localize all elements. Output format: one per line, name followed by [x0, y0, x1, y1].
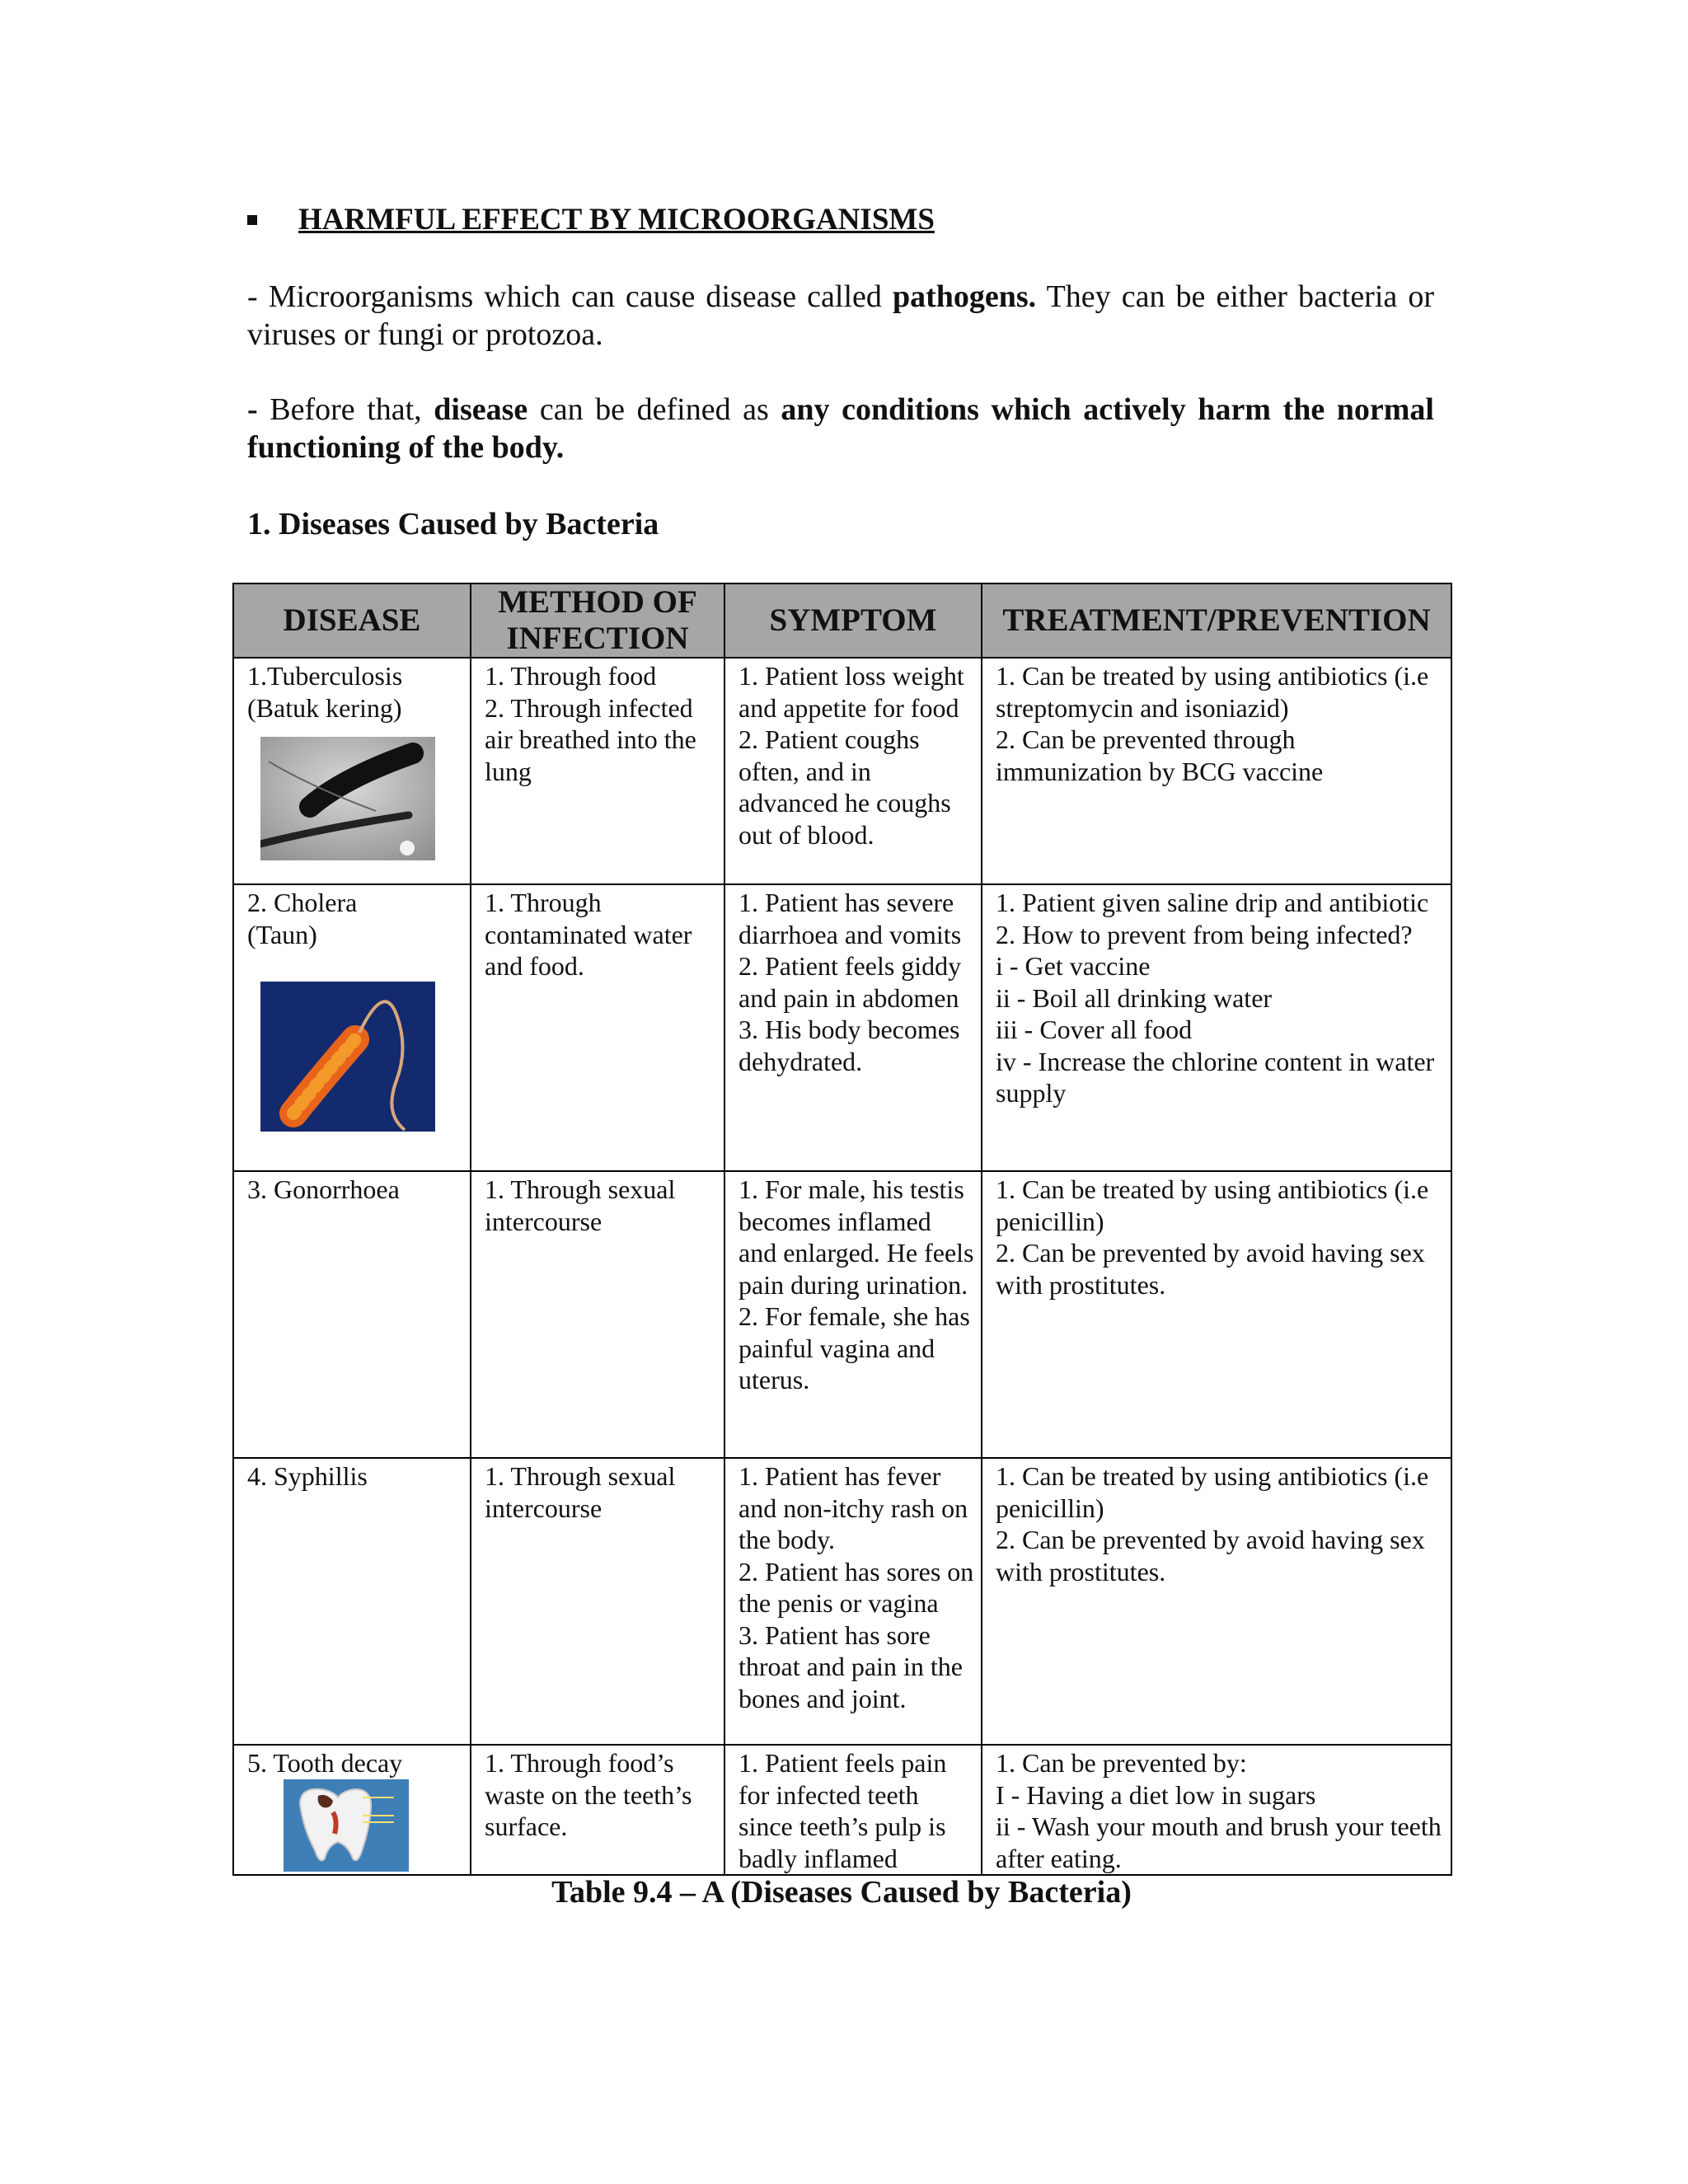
method-cell: [471, 1171, 724, 1458]
section-title: 1. Diseases Caused by Bacteria: [247, 507, 659, 541]
p1-text-c: They can be either bacteria or viruses or fungi or protozoa.: [247, 279, 1434, 352]
disease-cell: [233, 1458, 471, 1745]
symptom-cell: [724, 658, 982, 884]
treatment-item: iii - Cover all food: [996, 1015, 1193, 1044]
square-bullet-icon: [247, 215, 257, 225]
disease-name: 3. Gonorrhoea: [247, 1174, 400, 1204]
tuberculosis-bacteria-image: [260, 737, 435, 860]
header-method: METHOD OF INFECTION: [471, 583, 724, 658]
treatment-cell: [982, 1171, 1451, 1458]
disease-cell: [233, 884, 471, 1171]
method-item: 1. Through sexual intercourse: [485, 1174, 676, 1236]
method-item: 1. Through food’s waste on the teeth’s surface.: [485, 1748, 692, 1841]
symptom-item: 2. Patient feels giddy and pain in abdomen: [738, 951, 962, 1013]
cholera-bacteria-image: [260, 982, 435, 1132]
header-treatment: TREATMENT/PREVENTION: [982, 583, 1451, 658]
treatment-item: 2. Can be prevented through immunization by BCG vaccine: [996, 724, 1324, 786]
disease-name: 1.Tuberculosis: [247, 661, 403, 691]
p2-definition: any conditions which actively harm the normal functioning of the body.: [247, 392, 1434, 465]
treatment-item: i - Get vaccine: [996, 951, 1151, 981]
treatment-item: iv - Increase the chlorine content in water supply: [996, 1046, 1435, 1108]
disease-cell: [233, 658, 471, 884]
p1-term-pathogens: pathogens.: [892, 279, 1037, 314]
symptom-cell: [724, 1745, 982, 1875]
treatment-item: 1. Can be treated by using antibiotics (i.e penicillin): [996, 1461, 1429, 1523]
pathogens-paragraph: [247, 278, 1434, 354]
treatment-item: ii - Wash your mouth and brush your teeth after eating.: [996, 1811, 1442, 1873]
symptom-item: 1. Patient loss weight and appetite for food: [738, 661, 964, 723]
symptom-item: 2. Patient has sores on the penis or vagina: [738, 1556, 974, 1618]
table-row: [233, 884, 1451, 1171]
p1-text-a: - Microorganisms which can cause disease called: [247, 279, 893, 314]
treatment-item: ii - Boil all drinking water: [996, 982, 1273, 1013]
symptom-item: 3. Patient has sore throat and pain in the bones and joint.: [738, 1619, 963, 1713]
treatment-cell: [982, 1745, 1451, 1875]
method-item: 2. Through infected air breathed into the lung: [485, 692, 696, 786]
treatment-cell: [982, 884, 1451, 1171]
symptom-cell: [724, 884, 982, 1171]
treatment-item: I - Having a diet low in sugars: [996, 1779, 1316, 1810]
symptom-item: 3. His body becomes dehydrated.: [738, 1015, 960, 1076]
table-row: [233, 1171, 1451, 1458]
disease-name: 4. Syphillis: [247, 1461, 368, 1491]
bacteria-diseases-table: [232, 583, 1452, 1876]
symptom-item: 2. For female, she has painful vagina and uterus.: [738, 1301, 970, 1394]
symptom-item: 2. Patient coughs often, and in advanced he coughs out of blood.: [738, 724, 951, 850]
symptom-cell: [724, 1458, 982, 1745]
table-caption: Table 9.4 – A (Diseases Caused by Bacteria): [551, 1875, 1132, 1910]
table-row: [233, 658, 1451, 884]
symptom-item: 1. Patient has fever and non-itchy rash on the body.: [738, 1461, 968, 1554]
treatment-cell: [982, 658, 1451, 884]
disease-cell: [233, 1745, 471, 1875]
p2-text-b: Before that,: [257, 392, 434, 427]
disease-definition-paragraph: [247, 391, 1434, 466]
header-symptom: SYMPTOM: [724, 583, 982, 658]
treatment-item: 2. Can be prevented by avoid having sex with prostitutes.: [996, 1238, 1425, 1300]
p2-text-d: can be defined as: [528, 392, 781, 427]
disease-local-name: (Batuk kering): [247, 692, 402, 723]
method-cell: [471, 1458, 724, 1745]
table-row: [233, 1745, 1451, 1875]
treatment-item: 2. Can be prevented by avoid having sex with prostitutes.: [996, 1525, 1425, 1586]
disease-local-name: (Taun): [247, 919, 317, 949]
method-item: 1. Through food: [485, 661, 657, 691]
table-row: [233, 1458, 1451, 1745]
treatment-item: 1. Can be treated by using antibiotics (i.e penicillin): [996, 1174, 1429, 1236]
disease-name: 5. Tooth decay: [247, 1748, 403, 1778]
treatment-item: 1. Can be prevented by:: [996, 1748, 1247, 1778]
disease-cell: [233, 1171, 471, 1458]
method-item: 1. Through contaminated water and food.: [485, 888, 692, 981]
symptom-item: 1. For male, his testis becomes inflamed and enlarged. He feels pain during urination.: [738, 1174, 974, 1300]
symptom-cell: [724, 1171, 982, 1458]
symptom-item: 1. Patient feels pain for infected teeth since teeth’s pulp is badly inflamed: [738, 1748, 947, 1873]
section-heading: [247, 202, 935, 237]
symptom-item: 1. Patient has severe diarrhoea and vomits: [738, 888, 962, 949]
tooth-decay-image: [284, 1779, 409, 1872]
treatment-item: 1. Patient given saline drip and antibiotic: [996, 888, 1429, 917]
method-item: 1. Through sexual intercourse: [485, 1461, 676, 1523]
treatment-cell: [982, 1458, 1451, 1745]
treatment-item: 2. How to prevent from being infected?: [996, 919, 1413, 949]
p2-term-disease: disease: [434, 392, 528, 427]
heading-text: HARMFUL EFFECT BY MICROORGANISMS: [298, 203, 935, 237]
table-header-row: [233, 583, 1451, 658]
header-disease: DISEASE: [233, 583, 471, 658]
method-cell: [471, 1745, 724, 1875]
disease-name: 2. Cholera: [247, 888, 358, 917]
p2-dash: -: [247, 392, 258, 427]
treatment-item: 1. Can be treated by using antibiotics (i.e streptomycin and isoniazid): [996, 661, 1429, 723]
method-cell: [471, 884, 724, 1171]
method-cell: [471, 658, 724, 884]
